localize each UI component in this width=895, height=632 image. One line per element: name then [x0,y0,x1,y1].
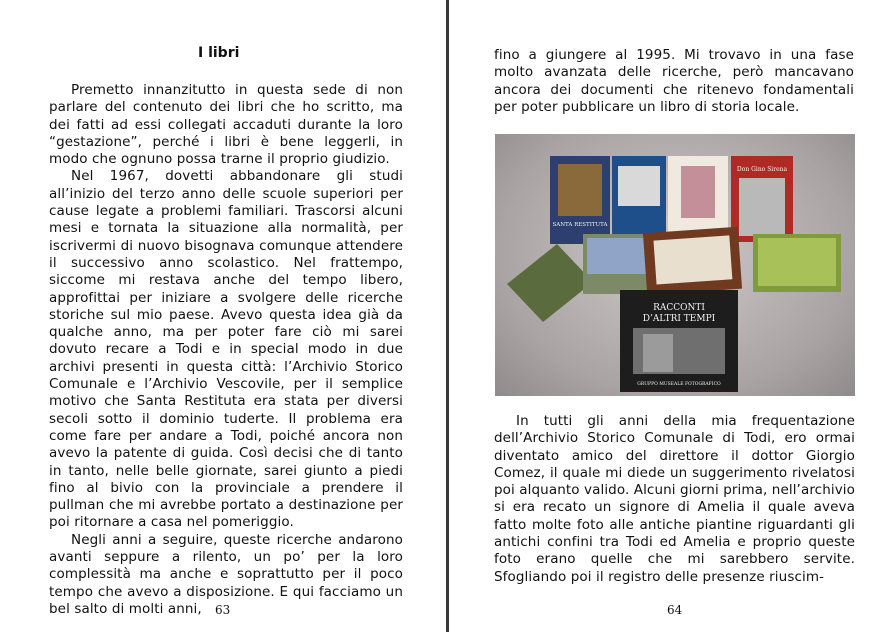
book-gutter [446,0,449,632]
left-page-text [49,82,403,618]
paragraph: Premetto innanzitutto in questa sede di non parlare del contenuto dei libri che ho scritto, ma dei fatti ad essi collegati accaduti durante la loro “gestazione”, perché i libri è bene leggerli, in modo che ognuno possa trarne il proprio giudizio. [49,82,403,168]
book-cover-label [653,235,732,284]
book-cover [731,156,793,242]
books-photo-illustration [495,134,855,396]
book-title: SANTA RESTITUTA [552,222,608,228]
paragraph: fino a giungere al 1995. Mi trovavo in una fase molto avanzata delle ricerche, però mancavano ancora dei documenti che ritenevo fondamentali per poter pubblicare un libro di storia locale. [494,47,854,115]
left-page [0,0,446,632]
right-page-bottom-text [494,413,855,586]
book-cover-figure [681,166,715,218]
chapter-title: I libri [198,45,240,61]
book-cover [550,156,610,244]
book-cover [507,244,593,322]
book-title: GRUPPO MUSEALE FOTOGRAFICO [637,382,721,387]
page-number-right: 64 [667,603,683,617]
right-page-top-text [494,47,854,116]
book-title: RACCONTI [653,303,705,313]
book-cover [620,290,738,392]
book-cover-photo [618,166,660,206]
paragraph: Negli anni a seguire, queste ricerche andarono avanti seppure a rilento, un po’ per la loro complessità ma anche e soprattutto per il poco tempo che avevo a disposizione. E qui facciamo un bel salto di molti anni, [49,531,403,617]
book-title: Don Gino Sirena [736,166,788,173]
paragraph: Nel 1967, dovetti abbandonare gli studi all’inizio del terzo anno delle scuole superiori per cause legate a problemi familiari. Trascorsi alcuni mesi e tornata la situazione alla normalità, per iscrivermi di nuovo bisognava comunque attendere il successivo anno scolastico. Nel frattempo, siccome mi restava anche del tempo libero, approfittai per iniziare a svolgere delle ricerche storiche sul mio paese. Avevo questa idea già da qualche anno, ma per poter fare ciò mi sarei dovuto recare a Todi e in special modo in due archivi presenti in questa città: l’Archivio Storico Comunale e l’Archivio Vescovile, per il semplice motivo che Santa Restituta era stata per diversi secoli sotto il dominio tuderte. Il problema era come fare per andare a Todi, poiché ancora non avevo la patente di guida. Così decisi che di tanto in tanto, nelle belle giornate, sarei giunto a piedi fino al bivio con la provinciale a prendere il pullman che mi avrebbe portato a destinazione per poi ritornare a casa nel pomeriggio. [49,168,403,531]
book-cover-inner [758,238,836,286]
book-title: D’ALTRI TEMPI [642,314,716,324]
paragraph: In tutti gli anni della mia frequentazione dell’Archivio Storico Comunale di Todi, ero ormai diventato amico del direttore il dottor Giorgio Comez, il quale mi diede un suggerimento rivelatosi poi alquanto valido. Alcuni giorni prima, nell’archivio si era recato un signore di Amelia il quale aveva fatto molte foto alle antiche piantine riguardanti gli antichi confini tra Todi ed Amelia e proprio queste foto erano quelle che mi sarebbero servite. Sfogliando poi il registro delle presenze riuscim- [494,413,855,585]
books-photo [495,134,855,396]
page-number-left: 63 [215,603,231,617]
